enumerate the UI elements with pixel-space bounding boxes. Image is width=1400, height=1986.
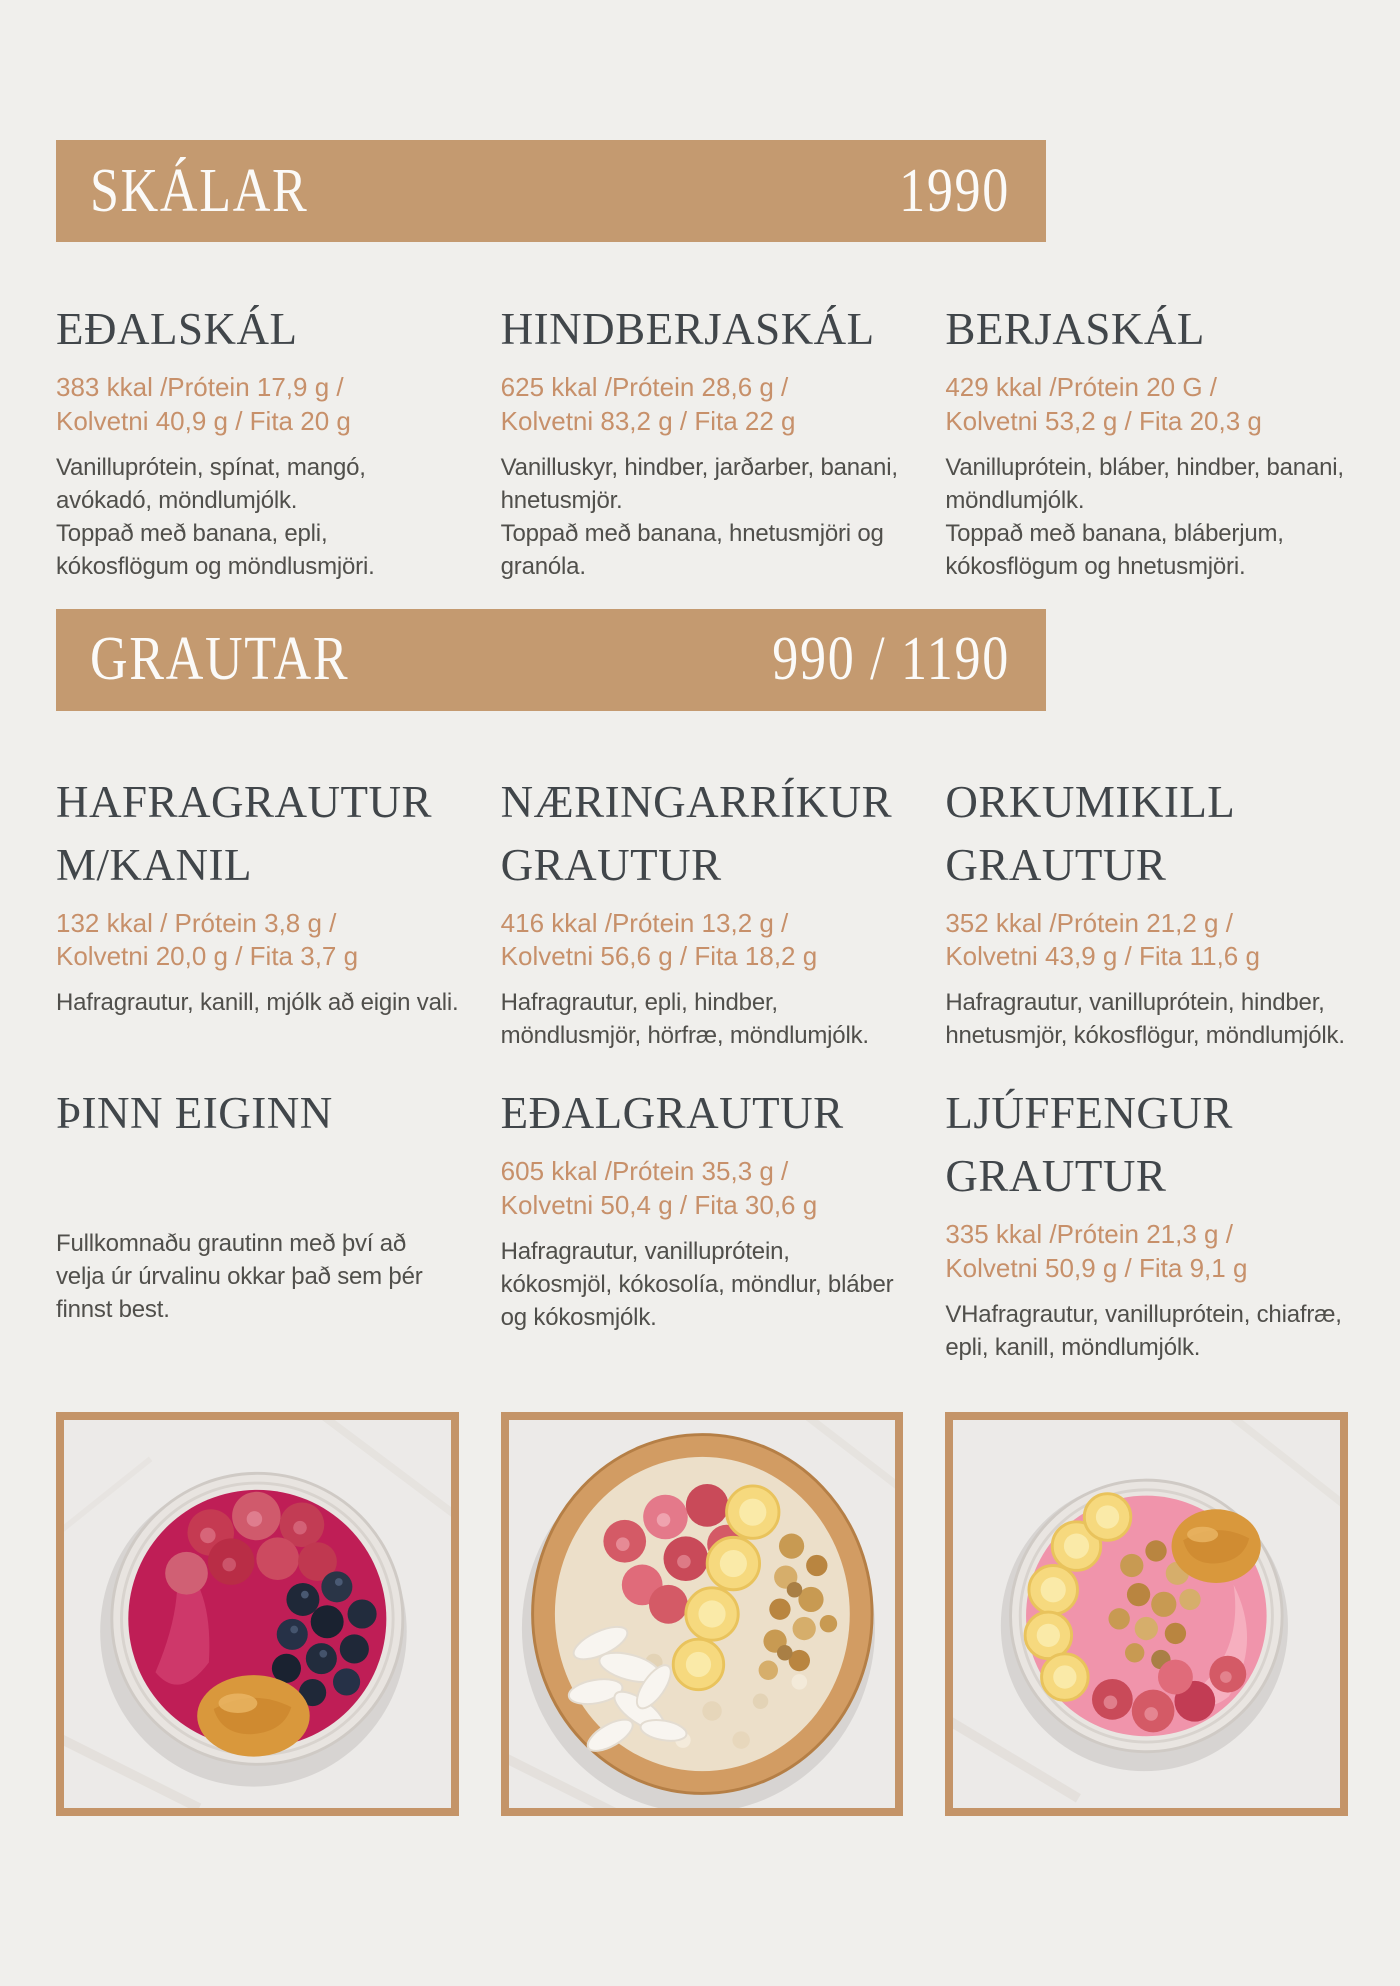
photo-frame-smoothie-bowl xyxy=(56,1412,459,1816)
smoothie-bowl-image xyxy=(64,1420,451,1808)
photo-gallery xyxy=(56,1412,1348,1816)
description-paragraph: Toppað með banana, bláberjum, kókosflögum og hnetusmjöri. xyxy=(945,519,1284,580)
macros-line: 383 kkal /Prótein 17,9 g / xyxy=(56,372,344,402)
section-price: 1990 xyxy=(899,156,1010,225)
macros-line: Kolvetni 50,9 g / Fita 9,1 g xyxy=(945,1252,1248,1283)
menu-item-title: EÐALSKÁL xyxy=(56,304,298,354)
menu-item-title: LJÚFFENGUR GRAUTUR xyxy=(945,1088,1233,1202)
menu-item-macros xyxy=(56,371,459,439)
description-paragraph: Hafragrautur, epli, hindber, möndlusmjör, hörfræ, möndlumjólk. xyxy=(500,989,869,1050)
macros-line: Kolvetni 53,2 g / Fita 20,3 g xyxy=(945,405,1262,436)
description-paragraph: Hafragrautur, vanilluprótein, hindber, hnetusmjör, kókosflögur, möndlumjólk. xyxy=(945,989,1345,1050)
menu-item-description xyxy=(945,451,1348,583)
skalar-items xyxy=(56,298,1348,583)
description-paragraph: Fullkomnaðu grautinn með því að velja úr úrvalinu okkar það sem þér finnst best. xyxy=(56,1230,423,1324)
menu-item-macros xyxy=(945,371,1348,439)
menu-item-title: ÞINN EIGINN xyxy=(56,1088,333,1139)
section-band-skalar xyxy=(56,140,1046,242)
macros-line: 352 kkal /Prótein 21,2 g / xyxy=(945,907,1233,938)
menu-item-edalgrautur xyxy=(501,1082,904,1364)
menu-item-title: HAFRAGRAUTUR M/KANIL xyxy=(56,776,433,890)
menu-item-description xyxy=(501,451,904,583)
description-paragraph: Toppað með banana, epli, kókosflögum og möndlusmjöri. xyxy=(56,519,375,580)
menu-item-description xyxy=(945,986,1348,1052)
menu-item-macros xyxy=(501,371,904,439)
menu-item-description xyxy=(56,451,459,583)
macros-line: Kolvetni 56,6 g / Fita 18,2 g xyxy=(500,941,818,972)
menu-item-title: EÐALGRAUTUR xyxy=(500,1088,844,1139)
menu-item-macros xyxy=(56,907,459,975)
menu-item-naeringarrikur-grautur xyxy=(501,771,904,1053)
menu-item-title: HINDBERJASKÁL xyxy=(500,304,875,354)
photo-frame-oatmeal-bowl xyxy=(501,1412,904,1816)
macros-line: 335 kkal /Prótein 21,3 g / xyxy=(945,1219,1233,1250)
macros-line: 132 kkal / Prótein 3,8 g / xyxy=(56,907,337,938)
menu-item-macros xyxy=(945,907,1348,975)
menu-item-title: ORKUMIKILL GRAUTUR xyxy=(945,776,1234,890)
oatmeal-bowl-image xyxy=(509,1420,896,1808)
menu-item-macros xyxy=(501,907,904,975)
description-paragraph: VHafragrautur, vanilluprótein, chiafræ, epli, kanill, möndlumjólk. xyxy=(945,1300,1342,1361)
macros-line: 605 kkal /Prótein 35,3 g / xyxy=(500,1156,789,1187)
macros-line: 429 kkal /Prótein 20 G / xyxy=(945,372,1218,402)
description-paragraph: Hafragrautur, kanill, mjólk að eigin vali. xyxy=(56,989,459,1017)
menu-item-description xyxy=(56,986,459,1019)
macros-line: 625 kkal /Prótein 28,6 g / xyxy=(500,372,789,402)
menu-item-edalskal xyxy=(56,298,459,583)
macros-line: Kolvetni 40,9 g / Fita 20 g xyxy=(56,405,351,436)
menu-item-title: BERJASKÁL xyxy=(945,304,1205,354)
macros-line: Kolvetni 43,9 g / Fita 11,6 g xyxy=(945,941,1260,972)
section-title: GRAUTAR xyxy=(90,625,350,694)
description-paragraph: Vanilluprótein, spínat, mangó, avókadó, möndlumjólk. xyxy=(56,453,366,514)
menu-item-thinn-eiginn xyxy=(56,1082,459,1364)
pink-smoothie-bowl-image xyxy=(953,1420,1340,1808)
menu-item-description xyxy=(501,1235,904,1334)
photo-frame-pink-smoothie-bowl xyxy=(945,1412,1348,1816)
menu-item-hafragrautur-kanil xyxy=(56,771,459,1053)
menu-item-description xyxy=(501,986,904,1052)
macros-line: Kolvetni 50,4 g / Fita 30,6 g xyxy=(500,1189,818,1220)
menu-item-ljuffengur-grautur xyxy=(945,1082,1348,1364)
macros-line: 416 kkal /Prótein 13,2 g / xyxy=(500,907,789,938)
section-band-grautar xyxy=(56,609,1046,711)
menu-item-description xyxy=(945,1298,1348,1364)
menu-item-hindberjaskal xyxy=(501,298,904,583)
description-paragraph: Vanilluskyr, hindber, jarðarber, banani, hnetusmjör. xyxy=(500,453,898,514)
menu-item-berjaskal xyxy=(945,298,1348,583)
macros-line: Kolvetni 83,2 g / Fita 22 g xyxy=(500,405,796,436)
menu-item-title: NÆRINGARRÍKUR GRAUTUR xyxy=(500,776,893,890)
menu-item-orkumikill-grautur xyxy=(945,771,1348,1053)
menu-item-description xyxy=(56,1227,459,1326)
description-paragraph: Toppað með banana, hnetusmjöri og granóla. xyxy=(500,519,884,580)
description-paragraph: Vanilluprótein, bláber, hindber, banani, möndlumjólk. xyxy=(945,453,1344,514)
description-paragraph: Hafragrautur, vanilluprótein, kókosmjöl, kókosolía, möndlur, bláber og kókosmjólk. xyxy=(500,1237,894,1331)
grautar-items xyxy=(56,771,1348,1364)
menu-item-macros xyxy=(945,1218,1348,1286)
section-title: SKÁLAR xyxy=(90,156,309,225)
menu-item-macros xyxy=(501,1155,904,1223)
macros-line: Kolvetni 20,0 g / Fita 3,7 g xyxy=(56,941,359,972)
section-price: 990 / 1190 xyxy=(772,625,1010,694)
